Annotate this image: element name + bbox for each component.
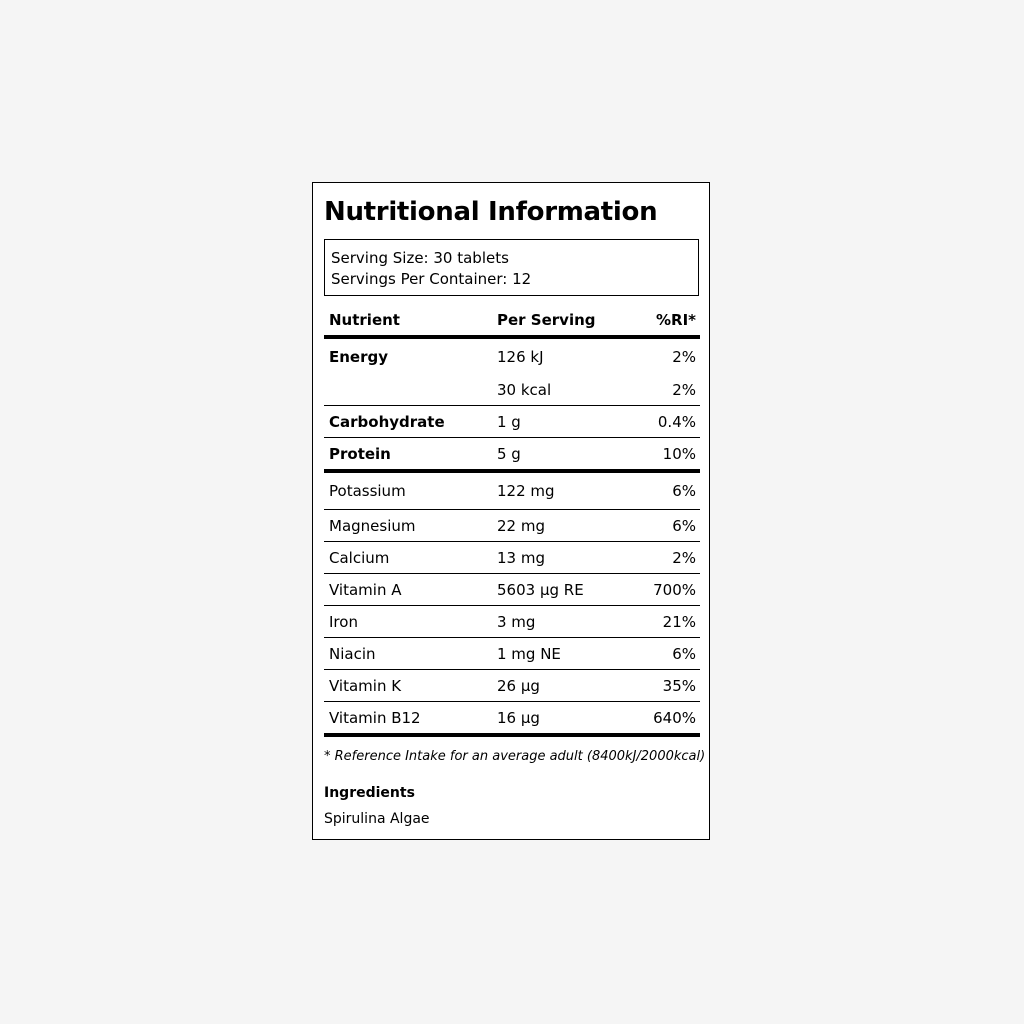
nutrient-name: Potassium [329,482,406,500]
ri-value: 21% [662,612,696,631]
nutrient-name: Vitamin B12 [329,708,421,727]
serving-info-box [324,239,699,296]
nutrient-name: Magnesium [329,516,416,535]
ingredients-text: Spirulina Algae [324,811,430,827]
per-serving-value: 5603 µg RE [497,580,584,599]
nutrient-name: Vitamin K [329,676,402,695]
serving-size: Serving Size: 30 tablets [331,249,509,267]
ri-value: 2% [672,348,696,366]
ri-value: 2% [672,381,696,399]
nutrient-name: Carbohydrate [329,412,445,431]
ri-value: 2% [672,548,696,567]
per-serving-value: 126 kJ [497,348,544,366]
table-row [324,702,700,737]
table-row [324,638,700,670]
ri-value: 0.4% [657,412,696,431]
ingredients-heading: Ingredients [324,785,415,801]
table-row [324,574,700,606]
nutrient-name: Protein [329,444,391,463]
nutrient-name: Vitamin A [329,580,402,599]
per-serving-value: 13 mg [497,548,545,567]
ri-value: 6% [672,482,696,500]
table-row [324,339,700,375]
nutrient-table [324,305,700,737]
ri-value: 6% [672,516,696,535]
ri-value: 10% [662,444,696,463]
ri-value: 640% [653,708,696,727]
table-row [324,438,700,473]
per-serving-value: 1 mg NE [497,644,561,663]
per-serving-value: 26 µg [497,676,540,695]
table-row [324,670,700,702]
ri-value: 6% [672,644,696,663]
nutrient-name: Niacin [329,644,376,663]
header-ri: %RI* [655,311,696,329]
ri-value: 700% [653,580,696,599]
nutrient-name: Calcium [329,548,390,567]
nutrient-name: Energy [329,348,389,366]
per-serving-value: 22 mg [497,516,545,535]
table-row [324,510,700,542]
per-serving-value: 3 mg [497,612,536,631]
header-per-serving: Per Serving [497,311,596,329]
servings-per-container: Servings Per Container: 12 [331,270,532,288]
table-row [324,473,700,510]
ri-footnote: * Reference Intake for an average adult (8400kJ/2000kcal) [324,749,706,764]
per-serving-value: 5 g [497,444,521,463]
nutrition-label [312,182,710,840]
table-row [324,406,700,438]
label-title: Nutritional Information [324,197,658,227]
per-serving-value: 16 µg [497,708,540,727]
ri-value: 35% [662,676,696,695]
header-nutrient: Nutrient [329,311,400,329]
table-header-row [324,305,700,339]
per-serving-value: 30 kcal [497,381,552,399]
table-row [324,606,700,638]
nutrient-name: Iron [329,612,358,631]
table-row [324,375,700,406]
table-row [324,542,700,574]
per-serving-value: 1 g [497,412,521,431]
per-serving-value: 122 mg [497,482,555,500]
